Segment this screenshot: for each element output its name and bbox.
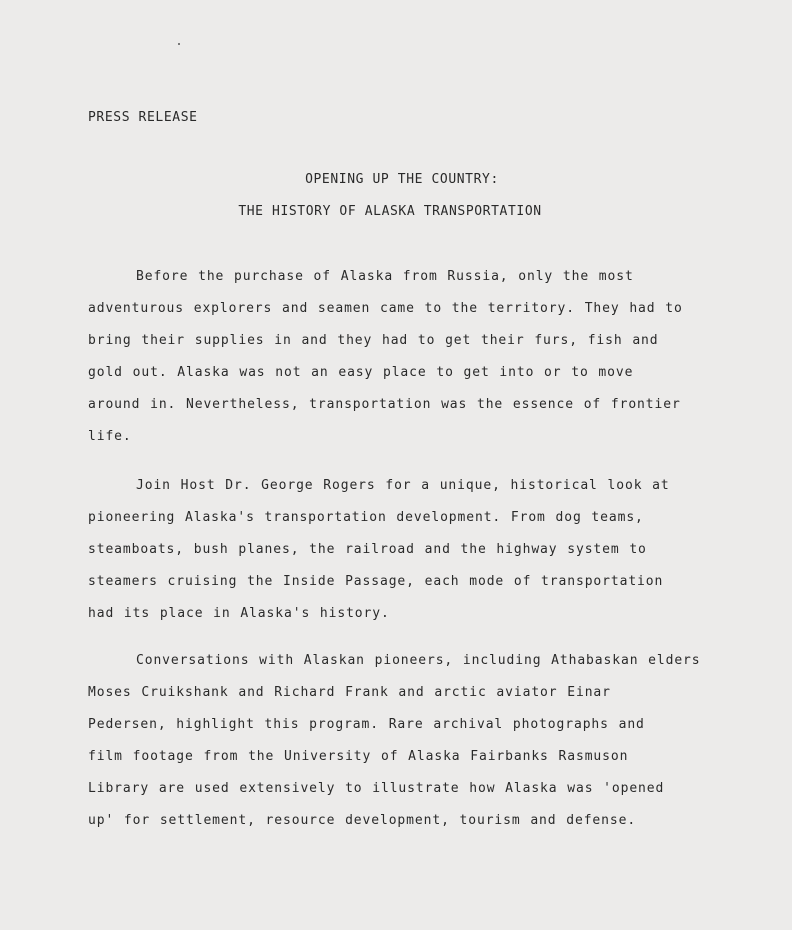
paragraph-line: life. xyxy=(88,429,132,444)
paragraph-line: steamers cruising the Inside Passage, each mode of transportation xyxy=(88,574,664,589)
paragraph-line: Join Host Dr. George Rogers for a unique, historical look at xyxy=(136,478,670,493)
paragraph-line: Before the purchase of Alaska from Russia, only the most xyxy=(136,269,634,284)
paragraph-1 xyxy=(88,268,768,460)
paragraph-line: Library are used extensively to illustrate how Alaska was 'opened xyxy=(88,781,665,796)
paragraph-line: Moses Cruikshank and Richard Frank and arctic aviator Einar xyxy=(88,685,611,700)
paragraph-line: around in. Nevertheless, transportation was the essence of frontier xyxy=(88,397,681,412)
paragraph-line: gold out. Alaska was not an easy place to get into or to move xyxy=(88,365,634,380)
paragraph-line: up' for settlement, resource development, tourism and defense. xyxy=(88,813,637,828)
paragraph-line: film footage from the University of Alaska Fairbanks Rasmuson xyxy=(88,749,629,764)
paragraph-line: bring their supplies in and they had to get their furs, fish and xyxy=(88,333,659,348)
title-line-1: OPENING UP THE COUNTRY: xyxy=(305,172,499,187)
paragraph-3 xyxy=(88,652,768,844)
paper-speck xyxy=(178,43,180,45)
paragraph-line: had its place in Alaska's history. xyxy=(88,606,390,621)
paragraph-line: adventurous explorers and seamen came to the territory. They had to xyxy=(88,301,683,316)
paragraph-line: Pedersen, highlight this program. Rare archival photographs and xyxy=(88,717,645,732)
paragraph-line: steamboats, bush planes, the railroad and the highway system to xyxy=(88,542,647,557)
paragraph-line: Conversations with Alaskan pioneers, including Athabaskan elders xyxy=(136,653,701,668)
title-line-2: THE HISTORY OF ALASKA TRANSPORTATION xyxy=(238,204,542,219)
press-release-label: PRESS RELEASE xyxy=(88,110,198,125)
paragraph-2 xyxy=(88,477,768,637)
paragraph-line: pioneering Alaska's transportation development. From dog teams, xyxy=(88,510,644,525)
